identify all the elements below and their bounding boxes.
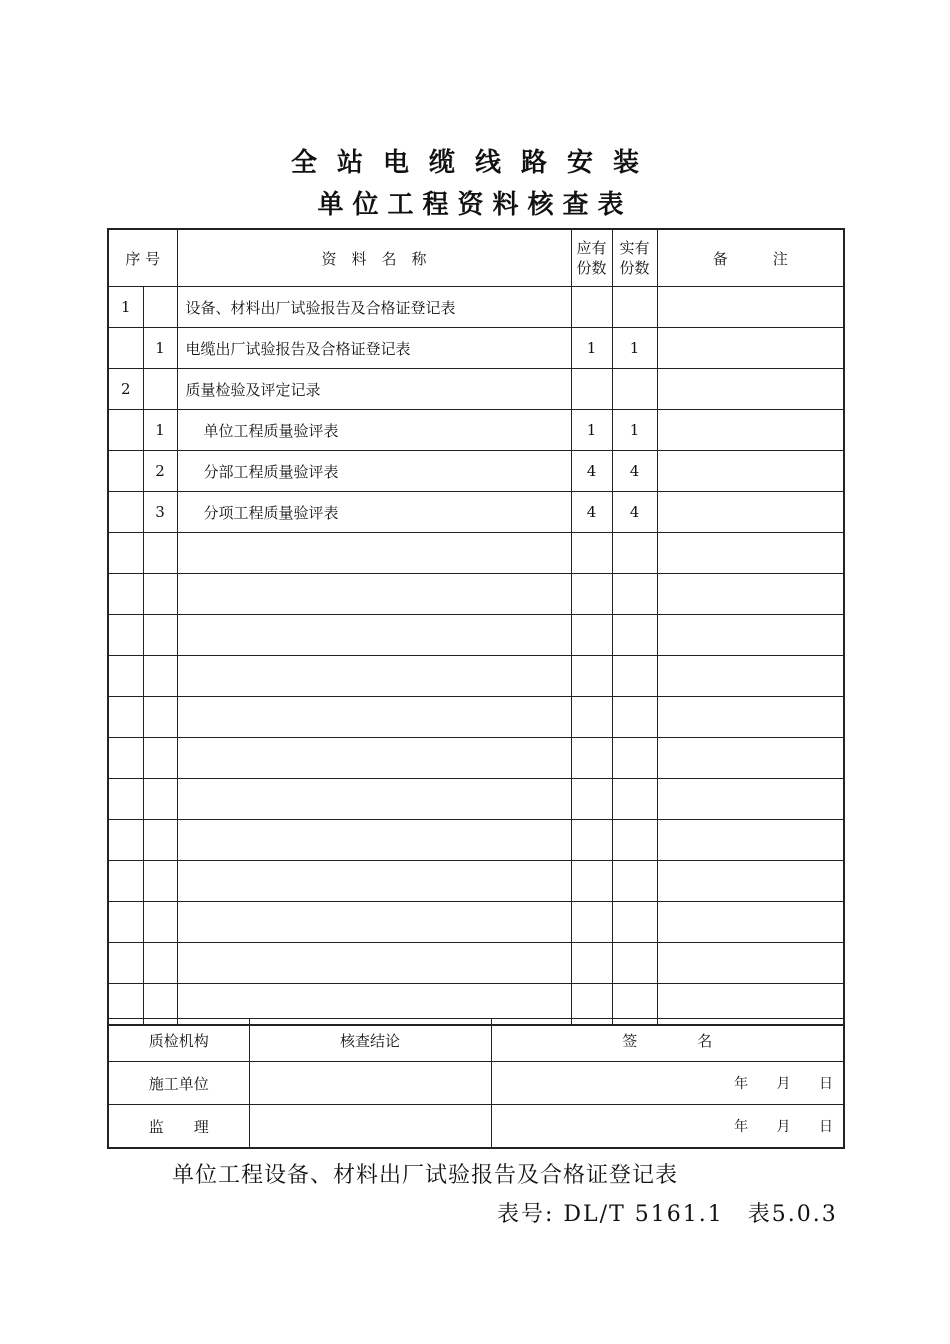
row-name — [177, 656, 571, 697]
row-actual-count: 1 — [612, 328, 657, 369]
row-remark — [657, 738, 844, 779]
row-sub-seq: 1 — [143, 328, 177, 369]
row-sub-seq — [143, 615, 177, 656]
row-actual-count — [612, 656, 657, 697]
row-actual-count — [612, 861, 657, 902]
row-required-count: 4 — [571, 451, 612, 492]
row-required-count — [571, 287, 612, 328]
row-name — [177, 861, 571, 902]
row-name — [177, 779, 571, 820]
row-remark — [657, 533, 844, 574]
row-name — [177, 574, 571, 615]
header-remark: 备 注 — [657, 229, 844, 287]
row-actual-count: 1 — [612, 410, 657, 451]
row-seq — [108, 492, 143, 533]
row-sub-seq — [143, 574, 177, 615]
row-required-count — [571, 902, 612, 943]
table-row — [108, 451, 844, 492]
row-actual-count: 4 — [612, 492, 657, 533]
table-row — [108, 902, 844, 943]
row-required-count — [571, 943, 612, 984]
signature-header-row — [108, 1019, 844, 1062]
sign-org-supervision: 监 理 — [108, 1105, 249, 1149]
signature-row-construction — [108, 1062, 844, 1105]
row-remark — [657, 369, 844, 410]
table-row — [108, 861, 844, 902]
row-name — [177, 697, 571, 738]
row-remark — [657, 943, 844, 984]
sign-date-supervision: 年 月 日 — [491, 1105, 844, 1149]
row-actual-count — [612, 902, 657, 943]
row-sub-seq: 1 — [143, 410, 177, 451]
table-row — [108, 779, 844, 820]
row-seq — [108, 615, 143, 656]
sign-date-construction: 年 月 日 — [491, 1062, 844, 1105]
row-remark — [657, 820, 844, 861]
row-required-count: 1 — [571, 328, 612, 369]
row-name — [177, 738, 571, 779]
document-subtitle: 单位工程资料核查表 — [317, 190, 633, 220]
row-sub-seq — [143, 861, 177, 902]
row-remark — [657, 615, 844, 656]
row-name — [177, 820, 571, 861]
sign-header-org: 质检机构 — [108, 1019, 249, 1062]
document-title: 全站电缆线路安装 — [290, 148, 659, 178]
row-sub-seq: 2 — [143, 451, 177, 492]
header-seq: 序 号 — [108, 229, 177, 287]
row-remark — [657, 451, 844, 492]
row-actual-count — [612, 615, 657, 656]
row-sub-seq — [143, 369, 177, 410]
row-seq — [108, 697, 143, 738]
sign-conclusion-construction — [249, 1062, 491, 1105]
table-row — [108, 943, 844, 984]
row-remark — [657, 287, 844, 328]
row-remark — [657, 656, 844, 697]
row-remark — [657, 328, 844, 369]
row-seq — [108, 574, 143, 615]
row-name: 分部工程质量验评表 — [177, 451, 571, 492]
header-required — [571, 229, 612, 287]
row-seq: 1 — [108, 287, 143, 328]
row-actual-count — [612, 697, 657, 738]
row-actual-count — [612, 574, 657, 615]
sign-conclusion-supervision — [249, 1105, 491, 1149]
row-required-count: 4 — [571, 492, 612, 533]
row-seq — [108, 328, 143, 369]
footer-form-number: 表号: DL/T 5161.1 表5.0.3 — [497, 1202, 838, 1227]
row-sub-seq — [143, 943, 177, 984]
row-seq — [108, 656, 143, 697]
row-required-count — [571, 820, 612, 861]
sign-header-signature: 签 名 — [491, 1019, 844, 1062]
row-remark — [657, 492, 844, 533]
row-required-count — [571, 656, 612, 697]
header-required-line2: 份数 — [576, 259, 607, 277]
row-name: 分项工程质量验评表 — [177, 492, 571, 533]
row-name — [177, 533, 571, 574]
row-actual-count: 4 — [612, 451, 657, 492]
row-remark — [657, 861, 844, 902]
row-seq — [108, 451, 143, 492]
table-row — [108, 533, 844, 574]
table-row — [108, 738, 844, 779]
row-remark — [657, 902, 844, 943]
table-header-row — [108, 229, 844, 287]
table-row — [108, 492, 844, 533]
header-actual-line1: 实有 — [619, 239, 650, 257]
table-row — [108, 697, 844, 738]
header-name: 资 料 名 称 — [177, 229, 571, 287]
row-name: 单位工程质量验评表 — [177, 410, 571, 451]
row-required-count — [571, 697, 612, 738]
table-row — [108, 287, 844, 328]
row-remark — [657, 574, 844, 615]
header-actual — [612, 229, 657, 287]
row-sub-seq: 3 — [143, 492, 177, 533]
row-name: 电缆出厂试验报告及合格证登记表 — [177, 328, 571, 369]
row-name — [177, 615, 571, 656]
row-sub-seq — [143, 902, 177, 943]
row-sub-seq — [143, 779, 177, 820]
row-actual-count — [612, 779, 657, 820]
row-seq — [108, 820, 143, 861]
row-required-count: 1 — [571, 410, 612, 451]
row-seq — [108, 738, 143, 779]
row-remark — [657, 697, 844, 738]
row-seq — [108, 943, 143, 984]
row-actual-count — [612, 820, 657, 861]
table-row — [108, 820, 844, 861]
row-seq — [108, 861, 143, 902]
row-name: 质量检验及评定记录 — [177, 369, 571, 410]
signature-row-supervision — [108, 1105, 844, 1149]
row-name: 设备、材料出厂试验报告及合格证登记表 — [177, 287, 571, 328]
row-actual-count — [612, 943, 657, 984]
row-required-count — [571, 369, 612, 410]
row-seq — [108, 779, 143, 820]
row-required-count — [571, 533, 612, 574]
row-required-count — [571, 779, 612, 820]
records-table — [107, 228, 845, 1026]
row-required-count — [571, 574, 612, 615]
row-seq — [108, 410, 143, 451]
row-actual-count — [612, 287, 657, 328]
row-required-count — [571, 738, 612, 779]
header-actual-line2: 份数 — [619, 259, 650, 277]
table-row — [108, 574, 844, 615]
row-sub-seq — [143, 533, 177, 574]
sign-header-conclusion: 核查结论 — [249, 1019, 491, 1062]
row-seq — [108, 902, 143, 943]
row-sub-seq — [143, 697, 177, 738]
sign-org-construction: 施工单位 — [108, 1062, 249, 1105]
table-row — [108, 328, 844, 369]
signature-table — [107, 1018, 845, 1149]
row-sub-seq — [143, 738, 177, 779]
row-required-count — [571, 615, 612, 656]
table-row — [108, 369, 844, 410]
row-seq — [108, 533, 143, 574]
row-sub-seq — [143, 656, 177, 697]
row-sub-seq — [143, 820, 177, 861]
table-row — [108, 656, 844, 697]
row-name — [177, 943, 571, 984]
row-remark — [657, 410, 844, 451]
header-required-line1: 应有 — [576, 239, 607, 257]
row-name — [177, 902, 571, 943]
footer-form-title: 单位工程设备、材料出厂试验报告及合格证登记表 — [172, 1163, 679, 1188]
row-remark — [657, 779, 844, 820]
table-row — [108, 615, 844, 656]
row-required-count — [571, 861, 612, 902]
row-seq: 2 — [108, 369, 143, 410]
row-actual-count — [612, 369, 657, 410]
table-row — [108, 410, 844, 451]
row-actual-count — [612, 738, 657, 779]
row-actual-count — [612, 533, 657, 574]
row-sub-seq — [143, 287, 177, 328]
